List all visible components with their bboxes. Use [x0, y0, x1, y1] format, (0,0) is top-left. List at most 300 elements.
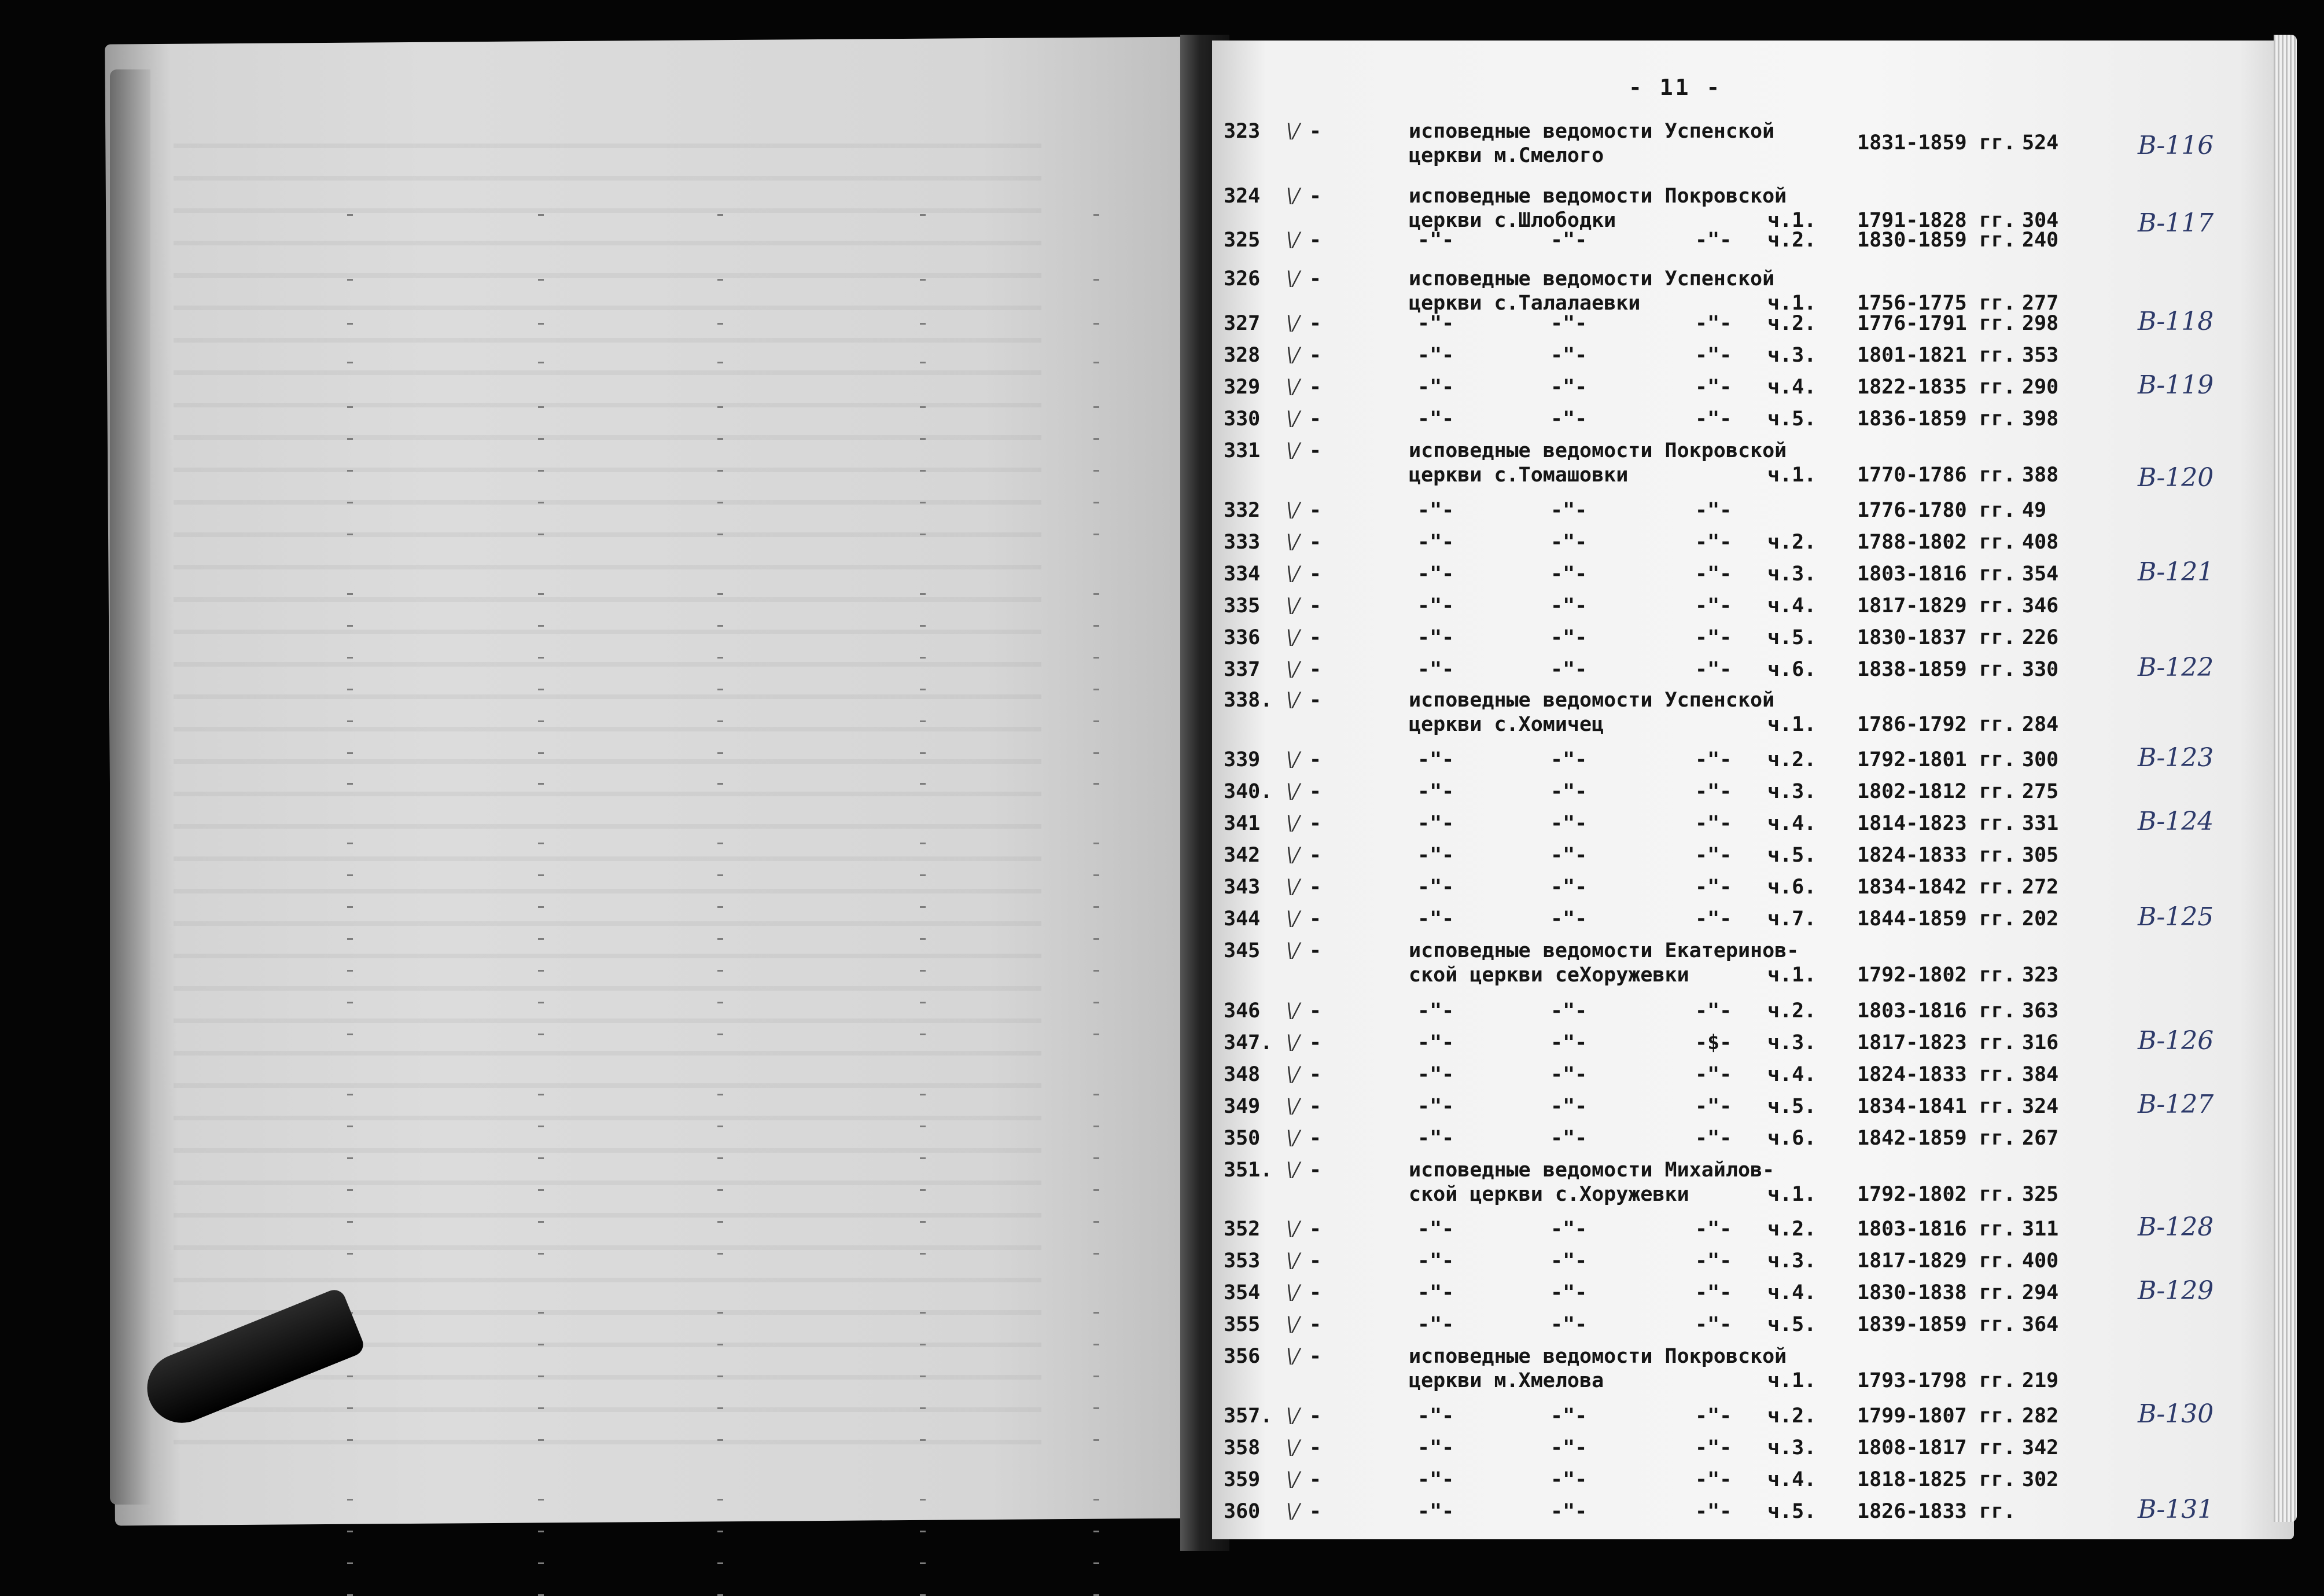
dash-mark — [717, 1499, 723, 1501]
entry-title-line-2: церкви с.Томашовки — [1409, 464, 1629, 487]
entry-pages: 294 — [2022, 1281, 2059, 1304]
entry-title-line-2: церкви м.Хмелова — [1409, 1369, 1604, 1392]
entry-number: 343 — [1224, 876, 1261, 899]
entry-dash: - — [1309, 499, 1322, 522]
dash-mark — [538, 438, 544, 440]
dash-mark — [1093, 1344, 1099, 1345]
dash-mark — [538, 362, 544, 363]
dash-mark — [538, 593, 544, 595]
dash-mark — [717, 593, 723, 595]
dash-mark — [538, 689, 544, 690]
entry-part: ч.3. — [1767, 1031, 1817, 1054]
inventory-row — [1212, 1128, 2294, 1161]
dash-mark — [717, 1157, 723, 1159]
dash-mark — [717, 214, 723, 216]
dash-mark — [920, 1221, 926, 1223]
ditto-mark: -"- — [1695, 907, 1732, 931]
entry-pages: 226 — [2022, 626, 2059, 649]
check-mark: \/ — [1286, 312, 1300, 335]
ditto-mark: -"- — [1417, 907, 1454, 931]
entry-dash: - — [1309, 812, 1322, 835]
dash-mark — [347, 279, 353, 281]
dash-mark — [920, 1376, 926, 1377]
entry-dash: - — [1309, 1500, 1322, 1523]
entry-archive-code: В-125 — [2138, 902, 2214, 932]
entry-years: 1801-1821 гг. — [1857, 344, 2016, 367]
entry-pages: 330 — [2022, 658, 2059, 681]
dash-mark — [538, 1094, 544, 1095]
dash-mark — [347, 689, 353, 690]
dash-mark — [347, 970, 353, 972]
ditto-mark: -"- — [1417, 1313, 1454, 1336]
inventory-row — [1212, 1315, 2294, 1347]
check-mark: \/ — [1286, 1249, 1300, 1273]
dash-mark — [538, 1439, 544, 1441]
entry-archive-code: В-118 — [2138, 307, 2214, 336]
entry-pages: 324 — [2022, 1095, 2059, 1118]
entry-pages: 240 — [2022, 229, 2059, 252]
entry-dash: - — [1309, 1313, 1322, 1336]
entry-years: 1834-1842 гг. — [1857, 876, 2016, 899]
dash-mark — [717, 323, 723, 325]
dash-mark — [717, 502, 723, 503]
entry-years: 1792-1801 гг. — [1857, 748, 2016, 771]
dash-mark — [920, 1562, 926, 1564]
entry-part: ч.4. — [1767, 1468, 1817, 1491]
entry-dash: - — [1309, 1345, 1322, 1368]
dash-mark — [347, 534, 353, 535]
dash-mark — [1093, 720, 1099, 722]
dash-mark — [538, 843, 544, 844]
dash-mark — [920, 1253, 926, 1255]
dash-mark — [920, 689, 926, 690]
ditto-mark: -"- — [1695, 1281, 1732, 1304]
dash-mark — [538, 1126, 544, 1127]
dash-mark — [717, 970, 723, 972]
entry-archive-code: В-123 — [2138, 743, 2214, 773]
dash-mark — [1093, 970, 1099, 972]
dash-mark — [1093, 1034, 1099, 1035]
dash-mark — [920, 406, 926, 408]
dash-mark — [920, 625, 926, 627]
dash-mark — [717, 279, 723, 281]
dash-mark — [538, 1034, 544, 1035]
entry-dash: - — [1309, 1404, 1322, 1428]
entry-pages: 346 — [2022, 594, 2059, 617]
check-mark: \/ — [1286, 844, 1300, 867]
entry-number: 339 — [1224, 748, 1261, 771]
dash-mark — [1093, 843, 1099, 844]
dash-mark — [347, 1562, 353, 1564]
check-mark: \/ — [1286, 344, 1300, 367]
dash-mark — [347, 406, 353, 408]
ditto-mark: -"- — [1550, 999, 1588, 1023]
dash-mark — [538, 625, 544, 627]
check-mark: \/ — [1286, 499, 1300, 522]
left-page-dash-marks — [347, 156, 1273, 1487]
entry-pages: 331 — [2022, 812, 2059, 835]
entry-dash: - — [1309, 229, 1322, 252]
entry-pages: 325 — [2022, 1183, 2059, 1206]
check-mark: \/ — [1286, 1095, 1300, 1118]
dash-mark — [538, 214, 544, 216]
entry-years: 1788-1802 гг. — [1857, 531, 2016, 554]
ditto-mark: -"- — [1695, 780, 1732, 803]
ditto-mark: -"- — [1417, 229, 1454, 252]
entry-part: ч.3. — [1767, 1249, 1817, 1273]
entry-archive-code: В-124 — [2138, 807, 2214, 836]
entry-years: 1792-1802 гг. — [1857, 964, 2016, 987]
ditto-mark: -"- — [1695, 1218, 1732, 1241]
entry-part: ч.1. — [1767, 209, 1817, 232]
dash-mark — [347, 874, 353, 876]
entry-years: 1831-1859 гг. — [1857, 131, 2016, 155]
entry-years: 1826-1833 гг. — [1857, 1500, 2016, 1523]
entry-years: 1839-1859 гг. — [1857, 1313, 2016, 1336]
entry-archive-code: В-119 — [2138, 370, 2214, 400]
entry-years: 1842-1859 гг. — [1857, 1127, 2016, 1150]
entry-part: ч.1. — [1767, 292, 1817, 315]
entry-pages: 284 — [2022, 713, 2059, 736]
inventory-row — [1212, 532, 2294, 565]
dash-mark — [717, 1312, 723, 1314]
entry-dash: - — [1309, 1127, 1322, 1150]
dash-mark — [347, 843, 353, 844]
ditto-mark: -"- — [1417, 1127, 1454, 1150]
ditto-mark: -"- — [1550, 562, 1588, 586]
page-number: - 11 - — [1629, 75, 1722, 100]
entry-archive-code: В-120 — [2138, 463, 2214, 492]
entry-years: 1830-1859 гг. — [1857, 229, 2016, 252]
entry-pages: 311 — [2022, 1218, 2059, 1241]
entry-pages: 267 — [2022, 1127, 2059, 1150]
entry-dash: - — [1309, 439, 1322, 462]
ditto-mark: -"- — [1417, 1095, 1454, 1118]
dash-mark — [717, 362, 723, 363]
dash-mark — [920, 1499, 926, 1501]
dash-mark — [920, 970, 926, 972]
entry-number: 338. — [1224, 689, 1273, 712]
inventory-row — [1212, 689, 2294, 736]
entry-dash: - — [1309, 562, 1322, 586]
entry-dash: - — [1309, 120, 1322, 143]
entry-number: 357. — [1224, 1404, 1273, 1428]
entry-years: 1803-1816 гг. — [1857, 999, 2016, 1023]
ditto-mark: -"- — [1550, 1249, 1588, 1273]
entry-number: 360 — [1224, 1500, 1261, 1523]
ditto-mark: -"- — [1550, 907, 1588, 931]
entry-number: 355 — [1224, 1313, 1261, 1336]
ditto-mark: -"- — [1695, 1095, 1732, 1118]
dash-mark — [1093, 1126, 1099, 1127]
ditto-mark: -"- — [1417, 1436, 1454, 1459]
entry-years: 1793-1798 гг. — [1857, 1369, 2016, 1392]
entry-part: ч.2. — [1767, 1218, 1817, 1241]
dash-mark — [717, 1094, 723, 1095]
entry-number: 325 — [1224, 229, 1261, 252]
check-mark: \/ — [1286, 626, 1300, 649]
dash-mark — [717, 406, 723, 408]
inventory-row — [1212, 939, 2294, 987]
entry-years: 1776-1791 гг. — [1857, 312, 2016, 335]
entry-number: 352 — [1224, 1218, 1261, 1241]
entry-number: 329 — [1224, 376, 1261, 399]
check-mark: \/ — [1286, 407, 1300, 431]
dash-mark — [1093, 1376, 1099, 1377]
entry-pages: 398 — [2022, 407, 2059, 431]
entry-pages: 323 — [2022, 964, 2059, 987]
dash-mark — [347, 438, 353, 440]
ditto-mark: -"- — [1417, 1249, 1454, 1273]
entry-pages: 524 — [2022, 131, 2059, 155]
ditto-mark: -"- — [1695, 812, 1732, 835]
entry-dash: - — [1309, 1063, 1322, 1086]
ditto-mark: -"- — [1695, 1313, 1732, 1336]
entry-part: ч.5. — [1767, 844, 1817, 867]
ditto-mark: -"- — [1695, 376, 1732, 399]
entry-dash: - — [1309, 1249, 1322, 1273]
ditto-mark: -"- — [1417, 748, 1454, 771]
ditto-mark: -"- — [1550, 1281, 1588, 1304]
entry-number: 349 — [1224, 1095, 1261, 1118]
dash-mark — [347, 752, 353, 754]
entry-pages: 408 — [2022, 531, 2059, 554]
dash-mark — [538, 1312, 544, 1314]
entry-title-line-1: исповедные ведомости Покровской — [1409, 1345, 1787, 1368]
entry-dash: - — [1309, 376, 1322, 399]
entry-years: 1814-1823 гг. — [1857, 812, 2016, 835]
entry-title-line-2: церкви с.Хомичец — [1409, 713, 1604, 736]
entry-years: 1834-1841 гг. — [1857, 1095, 2016, 1118]
dash-mark — [347, 214, 353, 216]
entry-number: 323 — [1224, 120, 1261, 143]
entry-part: ч.4. — [1767, 594, 1817, 617]
inventory-row — [1212, 1495, 2294, 1534]
check-mark: \/ — [1286, 1313, 1300, 1336]
inventory-row — [1212, 267, 2294, 315]
dash-mark — [920, 1407, 926, 1409]
dash-mark — [717, 470, 723, 472]
dash-mark — [538, 783, 544, 785]
entry-pages: 384 — [2022, 1063, 2059, 1086]
ditto-mark: -"- — [1695, 844, 1732, 867]
inventory-row — [1212, 1251, 2294, 1284]
entry-years: 1786-1792 гг. — [1857, 713, 2016, 736]
entry-dash: - — [1309, 689, 1322, 712]
entry-number: 330 — [1224, 407, 1261, 431]
entry-number: 348 — [1224, 1063, 1261, 1086]
dash-mark — [538, 657, 544, 659]
entry-years: 1830-1837 гг. — [1857, 626, 2016, 649]
entry-title-line-2: ской церкви с.Хоружевки — [1409, 1183, 1689, 1206]
inventory-row — [1212, 1001, 2294, 1034]
entry-number: 331 — [1224, 439, 1261, 462]
check-mark: \/ — [1286, 1127, 1300, 1150]
ditto-mark: -"- — [1417, 1063, 1454, 1086]
check-mark: \/ — [1286, 1218, 1300, 1241]
entry-title-line-1: исповедные ведомости Успенской — [1409, 689, 1775, 712]
dash-mark — [717, 689, 723, 690]
entry-dash: - — [1309, 939, 1322, 962]
dash-mark — [1093, 593, 1099, 595]
dash-mark — [538, 752, 544, 754]
ditto-mark: -"- — [1550, 1468, 1588, 1491]
entry-part: ч.2. — [1767, 748, 1817, 771]
inventory-row — [1212, 877, 2294, 910]
dash-mark — [538, 1376, 544, 1377]
entry-part: ч.4. — [1767, 376, 1817, 399]
inventory-row — [1212, 370, 2294, 410]
dash-mark — [538, 323, 544, 325]
ditto-mark: -"- — [1417, 1031, 1454, 1054]
ditto-mark: -"- — [1417, 844, 1454, 867]
entry-years: 1776-1780 гг. — [1857, 499, 2016, 522]
inventory-row — [1212, 596, 2294, 628]
entry-pages: 298 — [2022, 312, 2059, 335]
entry-number: 350 — [1224, 1127, 1261, 1150]
entry-archive-code: В-127 — [2138, 1090, 2214, 1119]
ditto-mark: -"- — [1695, 1127, 1732, 1150]
entry-title-line-1: исповедные ведомости Екатеринов- — [1409, 939, 1799, 962]
entry-title-line-2: церкви с.Талалаевки — [1409, 292, 1641, 315]
dash-mark — [347, 1376, 353, 1377]
dash-mark — [920, 1531, 926, 1532]
entry-part: ч.6. — [1767, 876, 1817, 899]
dash-mark — [347, 593, 353, 595]
dash-mark — [1093, 689, 1099, 690]
entry-years: 1836-1859 гг. — [1857, 407, 2016, 431]
dash-mark — [920, 843, 926, 844]
dash-mark — [717, 843, 723, 844]
ditto-mark: -"- — [1550, 658, 1588, 681]
entry-part: ч.4. — [1767, 1063, 1817, 1086]
entry-dash: - — [1309, 531, 1322, 554]
dash-mark — [347, 1002, 353, 1003]
entry-number: 324 — [1224, 185, 1261, 208]
dash-mark — [347, 323, 353, 325]
dash-mark — [920, 1094, 926, 1095]
entry-number: 334 — [1224, 562, 1261, 586]
entry-part: ч.6. — [1767, 1127, 1817, 1150]
check-mark: \/ — [1286, 562, 1300, 586]
entry-years: 1824-1833 гг. — [1857, 844, 2016, 867]
dash-mark — [717, 438, 723, 440]
dash-mark — [717, 534, 723, 535]
dash-mark — [717, 1253, 723, 1255]
dash-mark — [1093, 625, 1099, 627]
ditto-mark: -"- — [1417, 407, 1454, 431]
dash-mark — [538, 534, 544, 535]
entry-part: ч.5. — [1767, 1500, 1817, 1523]
check-mark: \/ — [1286, 1436, 1300, 1459]
dash-mark — [1093, 1221, 1099, 1223]
entry-part: ч.1. — [1767, 1369, 1817, 1392]
dash-mark — [538, 1407, 544, 1409]
entry-dash: - — [1309, 999, 1322, 1023]
entry-years: 1824-1833 гг. — [1857, 1063, 2016, 1086]
entry-archive-code: В-117 — [2138, 208, 2214, 238]
left-page-edge — [110, 69, 150, 1505]
entry-pages: 354 — [2022, 562, 2059, 586]
dash-mark — [538, 1221, 544, 1223]
dash-mark — [1093, 323, 1099, 325]
entry-part: ч.3. — [1767, 344, 1817, 367]
entry-part: ч.4. — [1767, 812, 1817, 835]
dash-mark — [347, 1157, 353, 1159]
ditto-mark: -"- — [1417, 1404, 1454, 1428]
dash-mark — [717, 906, 723, 908]
inventory-row — [1212, 120, 2294, 167]
entry-number: 336 — [1224, 626, 1261, 649]
inventory-row — [1212, 1159, 2294, 1206]
dash-mark — [920, 470, 926, 472]
entry-pages: 316 — [2022, 1031, 2059, 1054]
dash-mark — [920, 214, 926, 216]
entry-archive-code: В-126 — [2138, 1026, 2214, 1056]
inventory-row — [1212, 902, 2294, 942]
entry-part: ч.3. — [1767, 1436, 1817, 1459]
entry-pages: 282 — [2022, 1404, 2059, 1428]
entry-part: ч.2. — [1767, 999, 1817, 1023]
ditto-mark: -"- — [1695, 999, 1732, 1023]
ditto-mark: -"- — [1695, 229, 1732, 252]
entry-dash: - — [1309, 267, 1322, 290]
entry-pages: 49 — [2022, 499, 2047, 522]
check-mark: \/ — [1286, 780, 1300, 803]
check-mark: \/ — [1286, 1500, 1300, 1523]
entry-dash: - — [1309, 344, 1322, 367]
entry-dash: - — [1309, 1159, 1322, 1182]
dash-mark — [538, 279, 544, 281]
dash-mark — [347, 1439, 353, 1441]
inventory-row — [1212, 185, 2294, 238]
entry-part: ч.5. — [1767, 1313, 1817, 1336]
ditto-mark: -"- — [1550, 531, 1588, 554]
dash-mark — [717, 625, 723, 627]
entry-years: 1818-1825 гг. — [1857, 1468, 2016, 1491]
dash-mark — [1093, 906, 1099, 908]
entry-dash: - — [1309, 844, 1322, 867]
ditto-mark: -"- — [1550, 1063, 1588, 1086]
ditto-mark: -"- — [1417, 1281, 1454, 1304]
entry-number: 358 — [1224, 1436, 1261, 1459]
dash-mark — [920, 1002, 926, 1003]
dash-mark — [538, 1499, 544, 1501]
check-mark: \/ — [1286, 1031, 1300, 1054]
check-mark: \/ — [1286, 531, 1300, 554]
entry-pages: 364 — [2022, 1313, 2059, 1336]
dash-mark — [920, 1312, 926, 1314]
dash-mark — [920, 362, 926, 363]
inventory-row — [1212, 345, 2294, 378]
entry-part: ч.4. — [1767, 1281, 1817, 1304]
entry-years: 1803-1816 гг. — [1857, 1218, 2016, 1241]
entry-dash: - — [1309, 312, 1322, 335]
check-mark: \/ — [1286, 748, 1300, 771]
dash-mark — [920, 752, 926, 754]
entry-archive-code: В-122 — [2138, 653, 2214, 682]
entry-number: 342 — [1224, 844, 1261, 867]
entry-pages: 400 — [2022, 1249, 2059, 1273]
inventory-row — [1212, 230, 2294, 263]
entry-pages: 363 — [2022, 999, 2059, 1023]
ditto-mark: -"- — [1550, 812, 1588, 835]
ditto-mark: -"- — [1550, 1500, 1588, 1523]
ditto-mark: -"- — [1417, 376, 1454, 399]
inventory-row — [1212, 1065, 2294, 1097]
dash-mark — [1093, 1002, 1099, 1003]
check-mark: \/ — [1286, 999, 1300, 1023]
